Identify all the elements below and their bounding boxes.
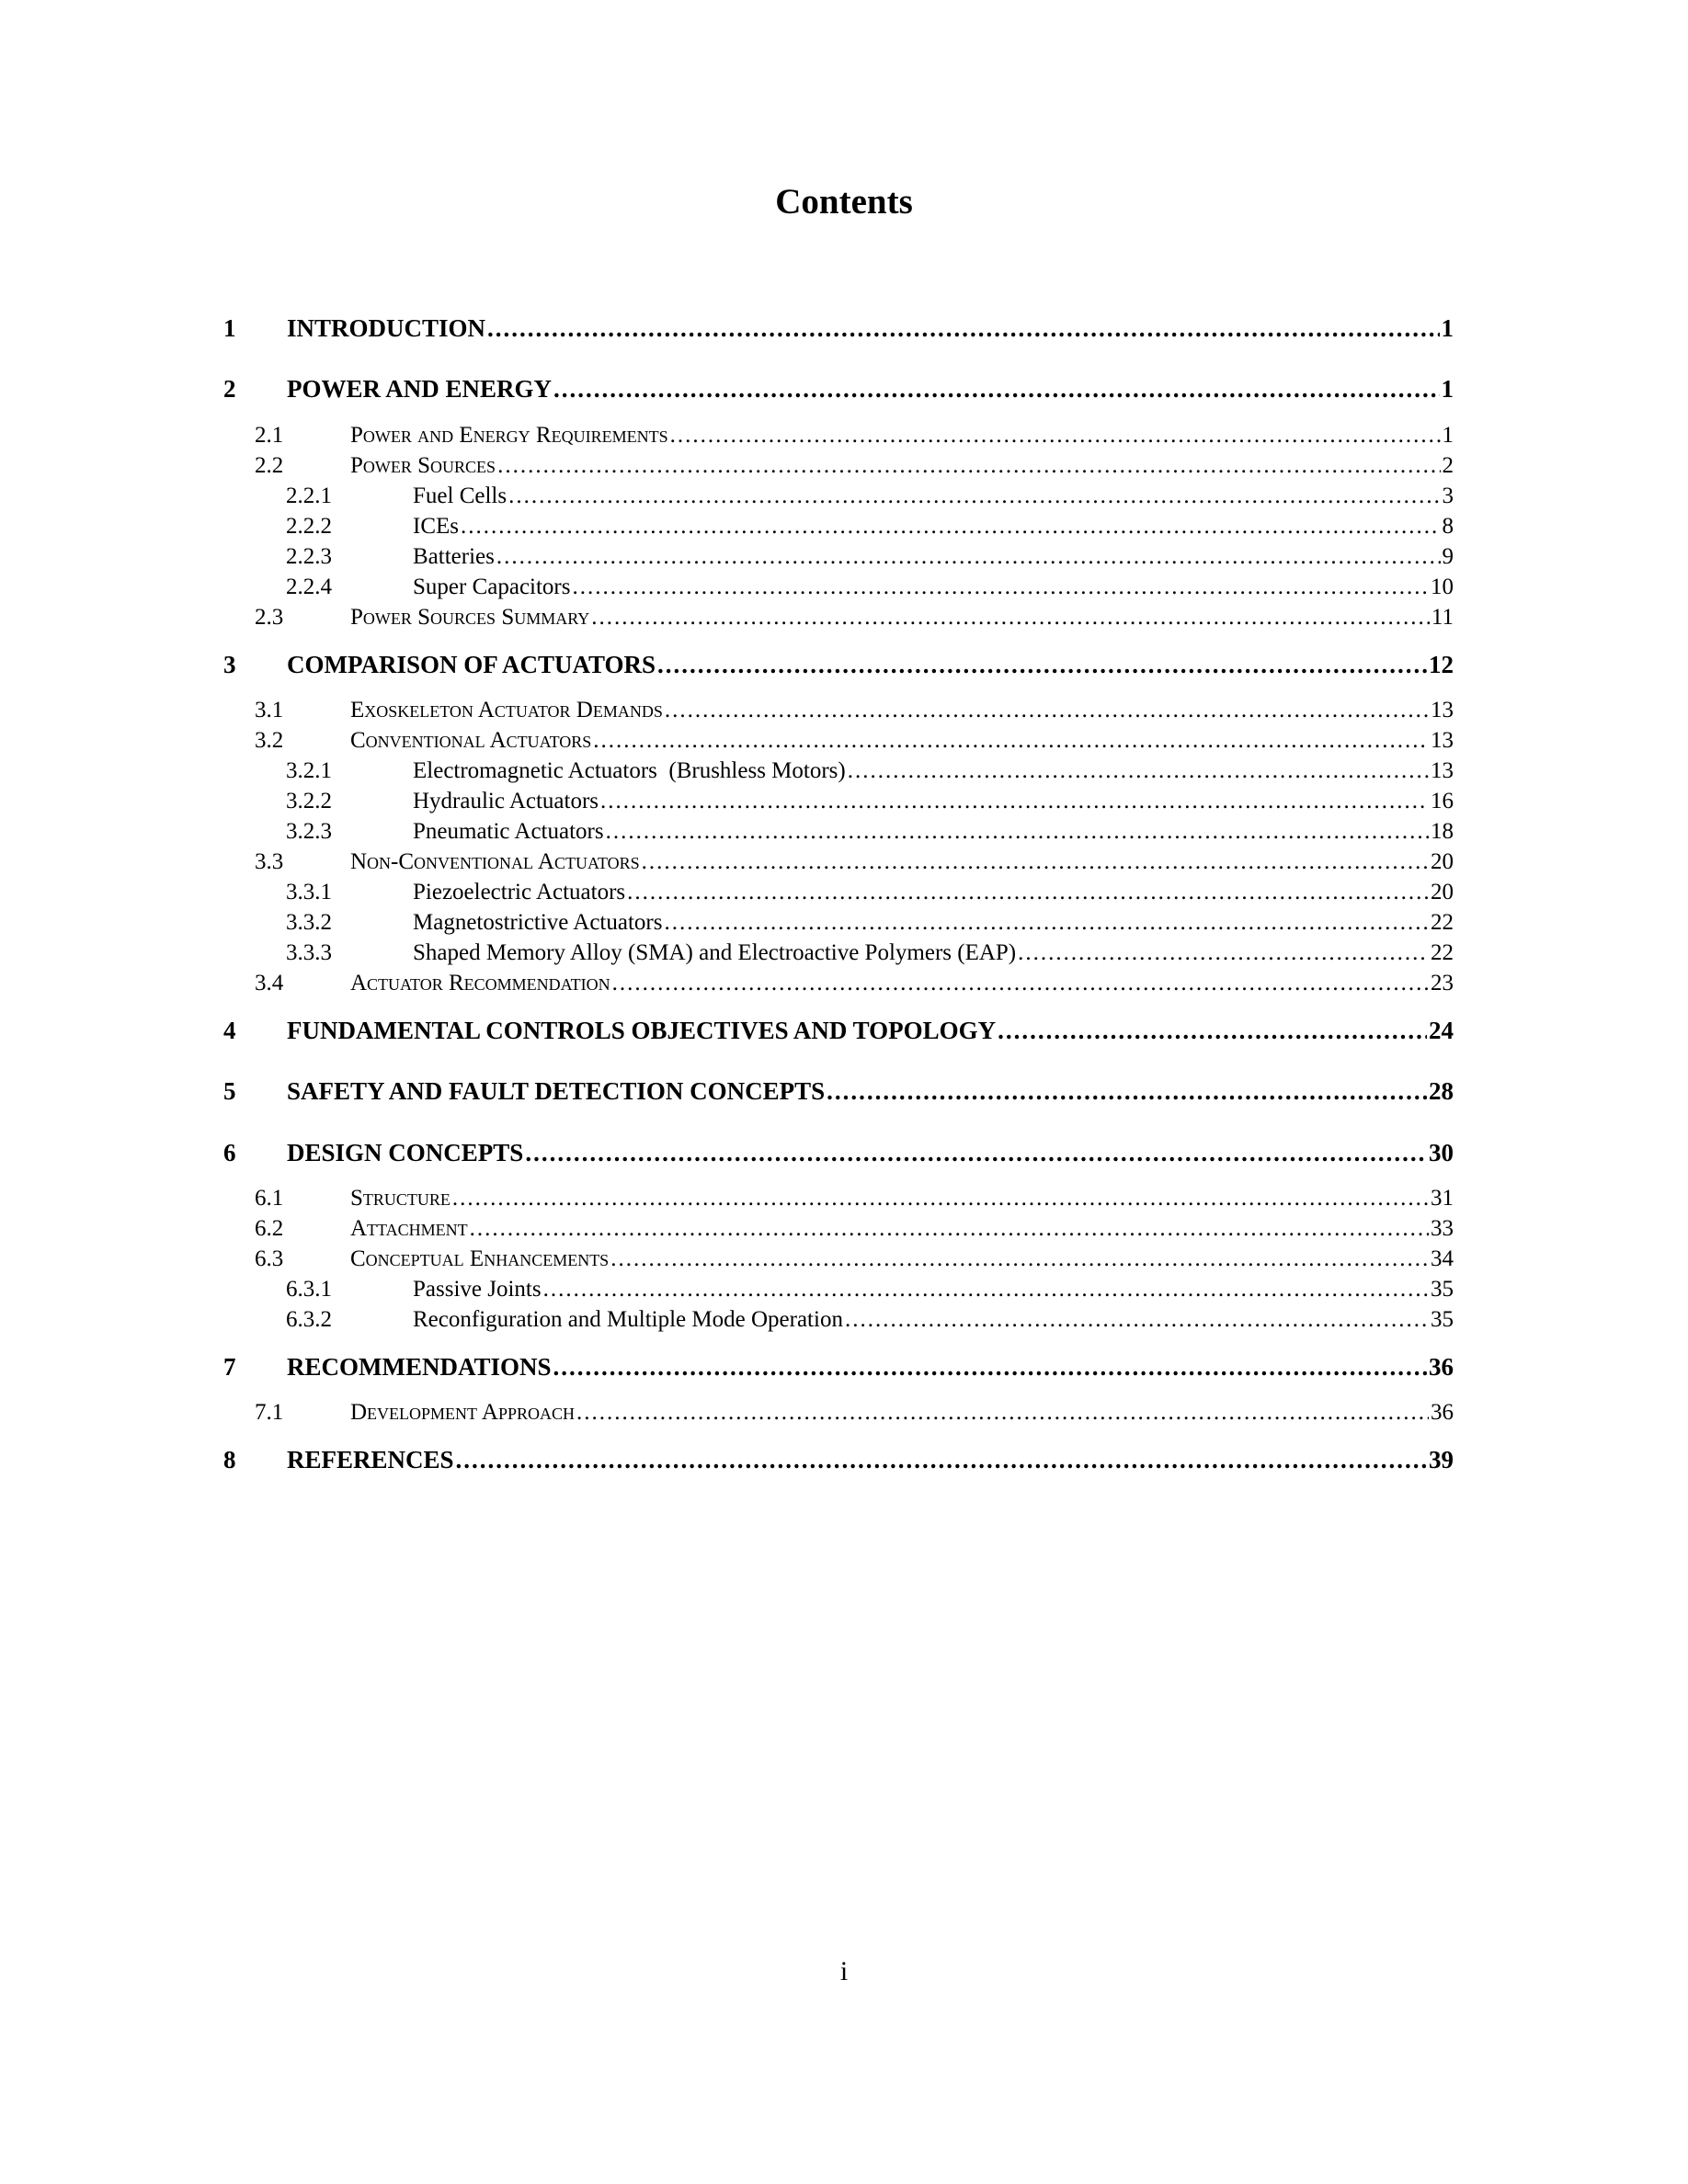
- toc-entry-title: Power and Energy Requirements: [350, 423, 668, 448]
- dot-leader: [845, 1305, 1429, 1335]
- dot-leader: [665, 696, 1429, 725]
- dot-leader: [487, 313, 1439, 344]
- toc-entry-3-3-3[interactable]: [286, 938, 1454, 968]
- dot-leader: [664, 908, 1429, 938]
- toc-entry-number: 3.3: [255, 849, 284, 874]
- toc-entry-3[interactable]: [223, 649, 1454, 680]
- toc-entry-page: 33: [1431, 1216, 1454, 1241]
- toc-entry-number: 8: [223, 1446, 236, 1473]
- toc-entry-title: Power Sources: [350, 453, 496, 478]
- dot-leader: [606, 817, 1429, 847]
- toc-entry-number: 6.1: [255, 1186, 284, 1211]
- toc-entry-page: 13: [1431, 758, 1454, 783]
- dot-leader: [572, 573, 1429, 602]
- toc-entry-title: Conventional Actuators: [350, 728, 592, 753]
- toc-entry-page: 22: [1431, 940, 1454, 965]
- toc-entry-number: 3.3.2: [286, 910, 332, 935]
- toc-entry-title: Power Sources Summary: [350, 605, 590, 630]
- toc-entry-page: 10: [1431, 574, 1454, 599]
- toc-entry-title: Fuel Cells: [413, 483, 508, 508]
- toc-entry-number: 2.2.3: [286, 544, 332, 569]
- dot-leader: [525, 1137, 1427, 1168]
- toc-entry-page: 35: [1431, 1307, 1454, 1332]
- dot-leader: [627, 878, 1429, 907]
- toc-entry-page: 11: [1431, 605, 1454, 630]
- toc-entry-number: 6.3.2: [286, 1307, 332, 1332]
- toc-entry-page: 28: [1429, 1077, 1454, 1105]
- toc-entry-title: Non-Conventional Actuators: [350, 849, 640, 874]
- toc-entry-number: 2: [223, 375, 236, 403]
- dot-leader: [576, 1398, 1429, 1428]
- dot-leader: [456, 1444, 1427, 1475]
- toc-entry-7[interactable]: [223, 1351, 1454, 1382]
- dot-leader: [593, 726, 1429, 756]
- toc-entry-title: Piezoelectric Actuators: [413, 880, 626, 904]
- toc-entry-2-2[interactable]: [255, 451, 1454, 481]
- toc-entry-4[interactable]: [223, 1015, 1454, 1046]
- toc-entry-6[interactable]: [223, 1137, 1454, 1168]
- toc-entry-title: REFERENCES: [287, 1446, 454, 1473]
- toc-entry-title: Attachment: [350, 1216, 468, 1241]
- toc-entry-page: 1: [1441, 375, 1454, 403]
- toc-entry-page: 1: [1442, 423, 1454, 448]
- toc-entry-page: 20: [1431, 880, 1454, 904]
- toc-entry-title: SAFETY AND FAULT DETECTION CONCEPTS: [287, 1077, 826, 1105]
- toc-entry-title: POWER AND ENERGY: [287, 375, 553, 403]
- toc-entry-title: ICEs: [413, 514, 459, 539]
- dot-leader: [508, 482, 1440, 511]
- toc-entry-page: 24: [1429, 1017, 1454, 1044]
- dot-leader: [670, 421, 1441, 450]
- toc-entry-title: Batteries: [413, 544, 495, 569]
- dot-leader: [553, 1351, 1427, 1382]
- toc-entry-title: Electromagnetic Actuators (Brushless Motors): [413, 758, 846, 783]
- dot-leader: [610, 1245, 1429, 1274]
- toc-entry-page: 36: [1429, 1353, 1454, 1381]
- toc-entry-2-2-2[interactable]: [286, 512, 1454, 541]
- toc-entry-3-3-2[interactable]: [286, 908, 1454, 938]
- toc-entry-page: 2: [1442, 453, 1454, 478]
- toc-entry-page: 31: [1431, 1186, 1454, 1211]
- toc-entry-title: Super Capacitors: [413, 574, 571, 599]
- toc-entry-title: Hydraulic Actuators: [413, 789, 599, 813]
- toc-entry-page: 23: [1431, 971, 1454, 995]
- toc-entry-title: Pneumatic Actuators: [413, 819, 604, 844]
- toc-entry-page: 13: [1431, 698, 1454, 722]
- toc-entry-number: 3: [223, 651, 236, 678]
- toc-entry-title: Conceptual Enhancements: [350, 1246, 610, 1271]
- toc-entry-page: 34: [1431, 1246, 1454, 1271]
- dot-leader: [600, 787, 1429, 816]
- toc-entry-title: Shaped Memory Alloy (SMA) and Electroactive Polymers (EAP): [413, 940, 1017, 965]
- toc-entry-number: 3.2.3: [286, 819, 332, 844]
- toc-entry-number: 1: [223, 314, 236, 342]
- toc-entry-number: 3.2.2: [286, 789, 332, 813]
- toc-entry-title: Passive Joints: [413, 1277, 542, 1302]
- toc-entry-page: 13: [1431, 728, 1454, 753]
- toc-entry-number: 3.2: [255, 728, 284, 753]
- toc-entry-number: 6: [223, 1139, 236, 1166]
- toc-entry-6-2[interactable]: [255, 1214, 1454, 1244]
- toc-entry-3-1[interactable]: [255, 696, 1454, 725]
- page-title: Contents: [775, 182, 913, 222]
- toc-entry-title: Magnetostrictive Actuators: [413, 910, 663, 935]
- toc-entry-number: 2.3: [255, 605, 284, 630]
- toc-entry-number: 2.2.2: [286, 514, 332, 539]
- dot-leader: [1018, 938, 1429, 968]
- dot-leader: [543, 1275, 1429, 1304]
- toc-entry-3-2-3[interactable]: [286, 817, 1454, 847]
- toc-entry-page: 9: [1442, 544, 1454, 569]
- toc-entry-page: 16: [1431, 789, 1454, 813]
- toc-entry-number: 2.2: [255, 453, 284, 478]
- toc-entry-number: 3.4: [255, 971, 284, 995]
- toc-entry-title: RECOMMENDATIONS: [287, 1353, 552, 1381]
- dot-leader: [553, 373, 1439, 404]
- toc-entry-number: 4: [223, 1017, 236, 1044]
- toc-entry-page: 30: [1429, 1139, 1454, 1166]
- toc-entry-2-3[interactable]: [255, 603, 1454, 632]
- toc-entry-1[interactable]: [223, 313, 1454, 344]
- dot-leader: [827, 1075, 1427, 1107]
- toc-entry-number: 6.3.1: [286, 1277, 332, 1302]
- dot-leader: [591, 603, 1430, 632]
- toc-entry-title: DESIGN CONCEPTS: [287, 1139, 524, 1166]
- toc-entry-number: 7.1: [255, 1400, 284, 1425]
- toc-entry-page: 3: [1442, 483, 1454, 508]
- dot-leader: [497, 451, 1440, 481]
- toc-entry-number: 2.2.4: [286, 574, 332, 599]
- toc-entry-2-2-3[interactable]: [286, 542, 1454, 572]
- toc-entry-number: 6.2: [255, 1216, 284, 1241]
- toc-entry-2-2-4[interactable]: [286, 573, 1454, 602]
- toc-entry-page: 8: [1442, 514, 1454, 539]
- toc-entry-7-1[interactable]: [255, 1398, 1454, 1428]
- toc-entry-title: COMPARISON OF ACTUATORS: [287, 651, 656, 678]
- toc-entry-page: 36: [1431, 1400, 1454, 1425]
- toc-entry-title: Development Approach: [350, 1400, 575, 1425]
- toc-entry-6-3[interactable]: [255, 1245, 1454, 1274]
- toc-entry-3-3-1[interactable]: [286, 878, 1454, 907]
- toc-entry-3-2-1[interactable]: [286, 756, 1454, 786]
- toc-entry-6-3-1[interactable]: [286, 1275, 1454, 1304]
- toc-entry-2[interactable]: [223, 373, 1454, 404]
- toc-entry-3-2-2[interactable]: [286, 787, 1454, 816]
- toc-entry-number: 2.1: [255, 423, 284, 448]
- toc-entry-6-1[interactable]: [255, 1184, 1454, 1213]
- toc-entry-2-1[interactable]: [255, 421, 1454, 450]
- dot-leader: [642, 847, 1429, 877]
- toc-entry-number: 3.3.3: [286, 940, 332, 965]
- toc-entry-3-2[interactable]: [255, 726, 1454, 756]
- toc-entry-6-3-2[interactable]: [286, 1305, 1454, 1335]
- toc-entry-3-3[interactable]: [255, 847, 1454, 877]
- toc-entry-title: Structure: [350, 1186, 451, 1211]
- dot-leader: [470, 1214, 1429, 1244]
- toc-entry-page: 22: [1431, 910, 1454, 935]
- toc-entry-3-4[interactable]: [255, 969, 1454, 998]
- toc-entry-page: 20: [1431, 849, 1454, 874]
- toc-entry-2-2-1[interactable]: [286, 482, 1454, 511]
- toc-entry-number: 2.2.1: [286, 483, 332, 508]
- toc-entry-title: Reconfiguration and Multiple Mode Operation: [413, 1307, 843, 1332]
- dot-leader: [998, 1015, 1427, 1046]
- toc-entry-title: Actuator Recommendation: [350, 971, 610, 995]
- toc-entry-number: 3.3.1: [286, 880, 332, 904]
- toc-entry-title: Exoskeleton Actuator Demands: [350, 698, 663, 722]
- toc-entry-number: 7: [223, 1353, 236, 1381]
- toc-entry-number: 6.3: [255, 1246, 284, 1271]
- toc-entry-page: 1: [1441, 314, 1454, 342]
- dot-leader: [657, 649, 1427, 680]
- dot-leader: [496, 542, 1441, 572]
- toc-entry-number: 3.2.1: [286, 758, 332, 783]
- toc-entry-title: FUNDAMENTAL CONTROLS OBJECTIVES AND TOPOLOGY: [287, 1017, 997, 1044]
- toc-entry-page: 12: [1429, 651, 1454, 678]
- toc-entry-5[interactable]: [223, 1075, 1454, 1107]
- toc-entry-number: 3.1: [255, 698, 284, 722]
- toc-entry-page: 39: [1429, 1446, 1454, 1473]
- toc-entry-page: 18: [1431, 819, 1454, 844]
- toc-entry-8[interactable]: [223, 1444, 1454, 1475]
- page-number: i: [839, 1956, 849, 1986]
- dot-leader: [848, 756, 1429, 786]
- dot-leader: [612, 969, 1429, 998]
- dot-leader: [452, 1184, 1429, 1213]
- dot-leader: [461, 512, 1441, 541]
- toc-entry-number: 5: [223, 1077, 236, 1105]
- toc-entry-title: INTRODUCTION: [287, 314, 486, 342]
- toc-entry-page: 35: [1431, 1277, 1454, 1302]
